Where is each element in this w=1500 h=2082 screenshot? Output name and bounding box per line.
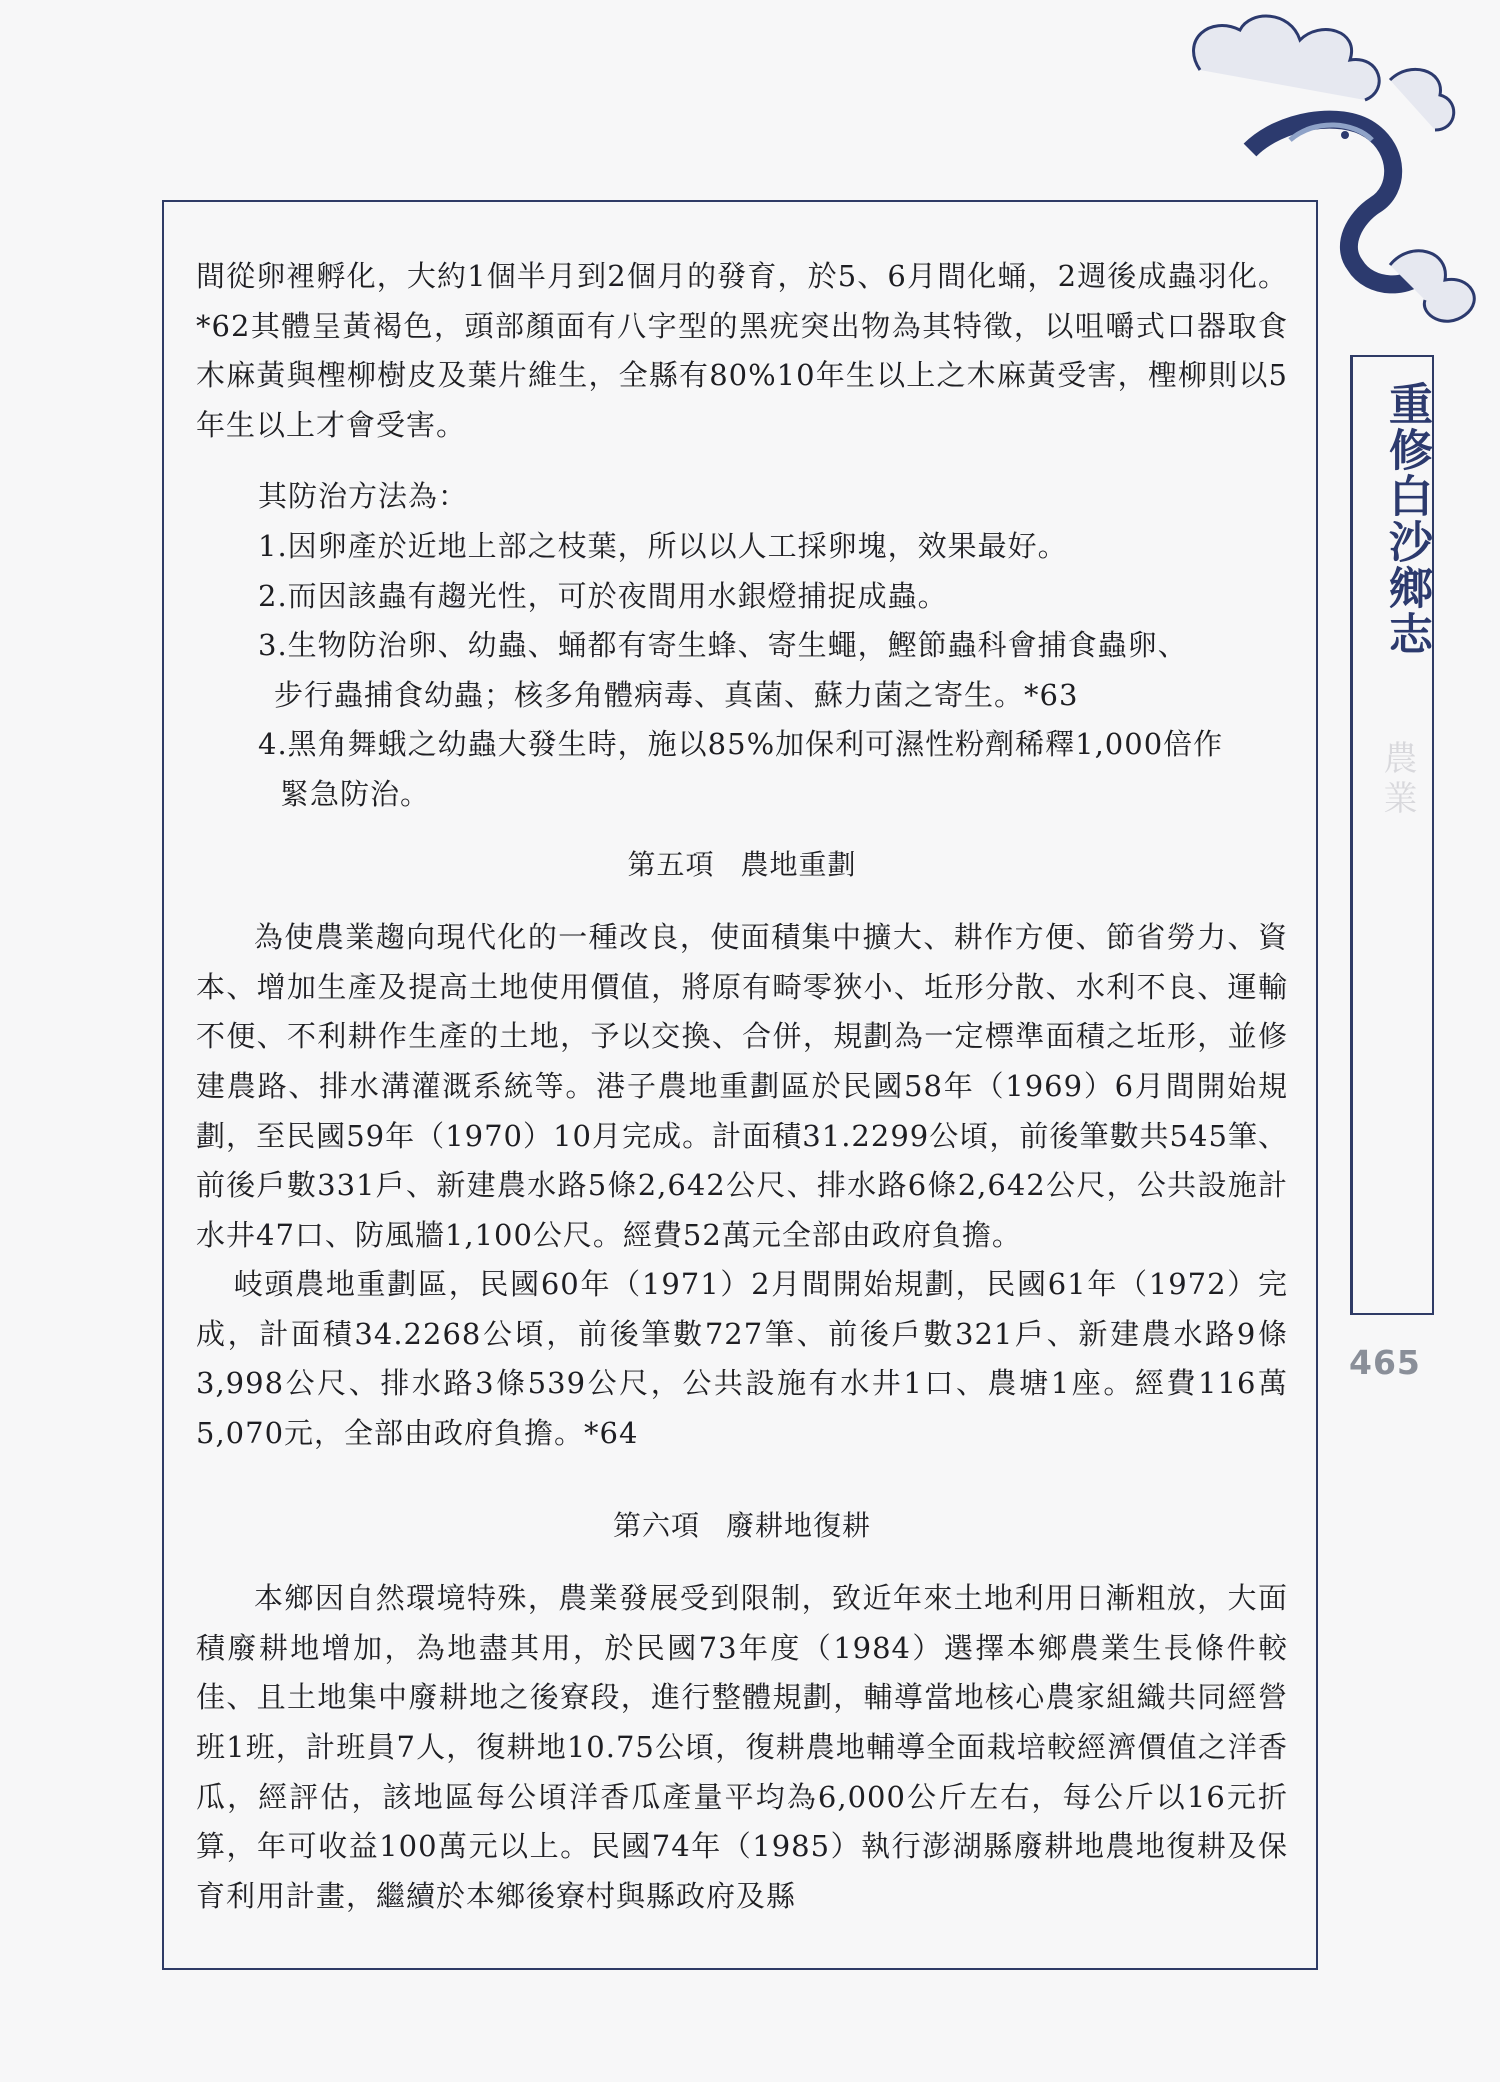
control-method-item-1: 1.因卵產於近地上部之枝葉，所以以人工採卵塊，效果最好。	[258, 528, 1068, 563]
section-6-number: 第六項	[612, 1508, 700, 1542]
section-6-paragraph-1: 本鄉因自然環境特殊，農業發展受到限制，致近年來土地利用日漸粗放，大面積廢耕地增加，為地盡其用，於民國73年度（1984）選擇本鄉農業生長條件較佳、且土地集中廢耕地之後寮段，進行整體規劃，輔導當地核心農家組織共同經營班1班，計班員7人，復耕地10.75公頃，復耕農地輔導全面栽培較經濟價值之洋香瓜，經評估，該地區每公頃洋香瓜產量平均為6,000公斤左右，每公斤以16元折算，年可收益100萬元以上。民國74年（1985）執行澎湖縣廢耕地農地復耕及保育利用計畫，繼續於本鄉後寮村與縣政府及縣	[196, 1581, 1288, 1913]
control-method-item-4-line-1: 4.黑角舞蛾之幼蟲大發生時，施以85%加保利可濕性粉劑稀釋1,000倍作	[258, 727, 1224, 762]
body-text	[196, 252, 1288, 1921]
control-method-item-4	[196, 720, 1288, 819]
section-6-title: 廢耕地復耕	[726, 1508, 872, 1542]
section-5-title: 農地重劃	[740, 847, 857, 881]
section-5-heading	[196, 840, 1288, 890]
section-6-heading	[196, 1501, 1288, 1551]
control-method-item-2: 2.而因該蟲有趨光性，可於夜間用水銀燈捕捉成蟲。	[258, 578, 948, 613]
control-method-item-3-line-2: 步行蟲捕食幼蟲；核多角體病毒、真菌、蘇力菌之寄生。*63	[274, 677, 1079, 712]
section-5-paragraph-1: 為使農業趨向現代化的一種改良，使面積集中擴大、耕作方便、節省勞力、資本、增加生產及提高土地使用價值，將原有畸零狹小、坵形分散、水利不良、運輸不便、不利耕作生產的土地，予以交換、合併，規劃為一定標準面積之坵形，並修建農路、排水溝灌溉系統等。港子農地重劃區於民國58年（1969）6月間開始規劃，至民國59年（1970）10月完成。計面積31.2299公頃，前後筆數共545筆、前後戶數331戶、新建農水路5條2,642公尺、排水路6條2,642公尺，公共設施計水井47口、防風牆1,100公尺。經費52萬元全部由政府負擔。	[196, 920, 1288, 1252]
page-number: 465	[1349, 1343, 1421, 1382]
book-title: 重修白沙鄉志	[1381, 381, 1432, 657]
control-methods-heading: 其防治方法為：	[258, 479, 469, 514]
book-title-tab	[1350, 355, 1434, 1315]
section-5-number: 第五項	[627, 847, 715, 881]
section-5-paragraph-2: 岐頭農地重劃區，民國60年（1971）2月間開始規劃，民國61年（1972）完成，計面積34.2268公頃，前後筆數727筆、前後戶數321戶、新建農水路9條3,998公尺、排水路3條539公尺，公共設施有水井1口、農塘1座。經費116萬5,070元，全部由政府負擔。*64	[196, 1267, 1288, 1451]
chapter-name-faint: 農業	[1377, 740, 1417, 820]
control-method-item-4-line-2: 緊急防治。	[280, 776, 431, 811]
control-method-item-3-line-1: 3.生物防治卵、幼蟲、蛹都有寄生蜂、寄生蠅，鰹節蟲科會捕食蟲卵、	[258, 628, 1188, 663]
control-method-item-3	[196, 621, 1288, 720]
paragraph-continued: 間從卵裡孵化，大約1個半月到2個月的發育，於5、6月間化蛹，2週後成蟲羽化。*62其體呈黃褐色，頭部顏面有八字型的黑疣突出物為其特徵，以咀嚼式口器取食木麻黃與檉柳樹皮及葉片維生，全縣有80%10年生以上之木麻黃受害，檉柳則以5年生以上才會受害。	[196, 259, 1288, 442]
